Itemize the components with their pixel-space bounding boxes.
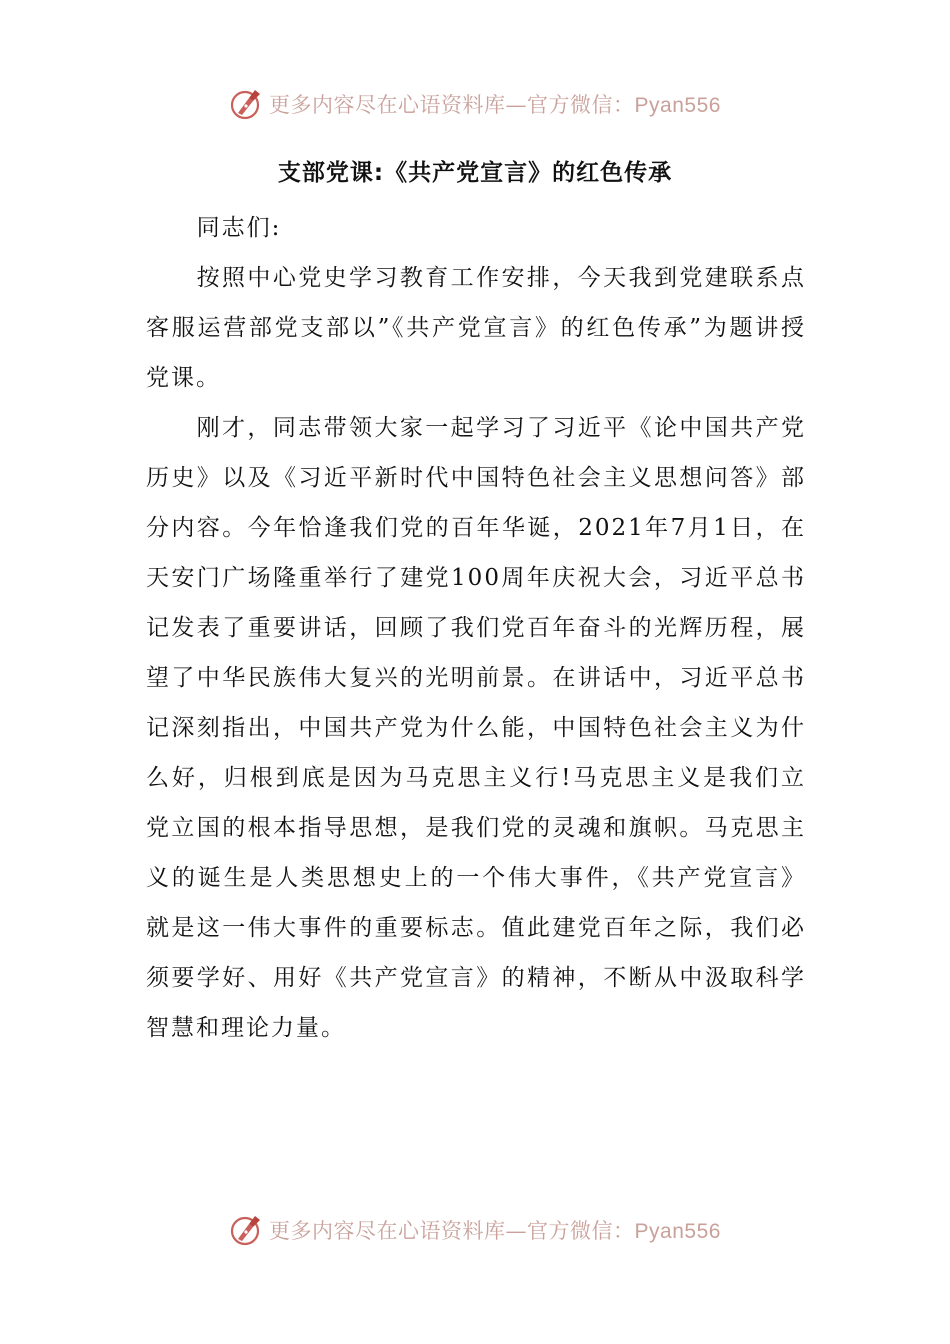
watermark-header bbox=[0, 84, 950, 124]
wechat-id: Pyan556 bbox=[634, 1220, 721, 1243]
document-title: 支部党课:《共产党宣言》的红色传承 bbox=[277, 160, 673, 186]
pen-nib-logo-icon bbox=[229, 1212, 265, 1248]
pen-nib-logo-icon bbox=[229, 86, 265, 122]
watermark-text: 更多内容尽在心语资料库—官方微信：Pyan556 bbox=[269, 93, 721, 117]
wechat-id: Pyan556 bbox=[634, 94, 721, 117]
watermark-text: 更多内容尽在心语资料库—官方微信：Pyan556 bbox=[269, 1219, 721, 1243]
watermark-footer bbox=[0, 1210, 950, 1250]
paragraph-salutation: 同志们: bbox=[196, 215, 282, 241]
paragraph-intro: 按照中心党史学习教育工作安排，今天我到党建联系点客服运营部党支部以”《共产党宣言》的红色传承”为题讲授党课。 bbox=[146, 265, 806, 391]
paragraph-main: 刚才，同志带领大家一起学习了习近平《论中国共产党历史》以及《习近平新时代中国特色社会主义思想问答》部分内容。今年恰逢我们党的百年华诞，2021年7月1日，在天安门广场隆重举行了建党100周年庆祝大会，习近平总书记发表了重要讲话，回顾了我们党百年奋斗的光辉历程，展望了中华民族伟大复兴的光明前景。在讲话中，习近平总书记深刻指出，中国共产党为什么能，中国特色社会主义为什么好，归根到底是因为马克思主义行!马克思主义是我们立党立国的根本指导思想，是我们党的灵魂和旗帜。马克思主义的诞生是人类思想史上的一个伟大事件，《共产党宣言》就是这一伟大事件的重要标志。值此建党百年之际，我们必须要学好、用好《共产党宣言》的精神，不断从中汲取科学智慧和理论力量。 bbox=[146, 415, 806, 1041]
document-body bbox=[146, 203, 806, 1053]
